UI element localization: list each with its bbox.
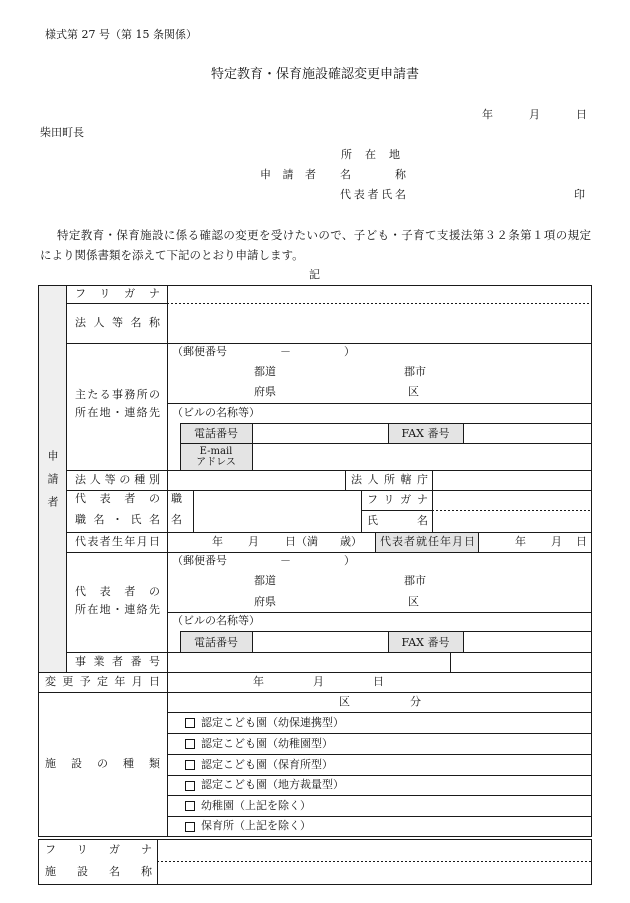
office-postal-dash: －: [280, 345, 291, 358]
office-fax-label: FAX 番号: [401, 427, 450, 440]
office-label-line2: 所在地・連絡先: [75, 406, 160, 419]
facility-type-checkbox[interactable]: [185, 822, 195, 832]
corp-type-label: 法人等の種別: [75, 473, 160, 486]
ki-heading: 記: [309, 268, 320, 281]
office-city-top: 郡市: [404, 365, 426, 378]
office-email-label: [180, 443, 252, 470]
applicant-name-label: 名称: [340, 168, 406, 181]
change-date-year-label: 年: [253, 675, 264, 688]
facility-type-checkbox[interactable]: [185, 781, 195, 791]
facility-type-option: 保育所（上記を除く）: [201, 819, 311, 832]
facility-type-option: 認定こども園（保育所型）: [201, 757, 333, 771]
addressee: 柴田町長: [40, 126, 84, 139]
appointment-day-label: 日: [576, 535, 587, 548]
body-text-line2: により関係書類を添えて下記のとおり申請します。: [40, 248, 304, 262]
rep-prefecture-bottom: 府県: [254, 595, 276, 608]
facility-type-checkbox[interactable]: [185, 760, 195, 770]
email-label-line1: E-mail: [199, 445, 233, 457]
business-number-field[interactable]: [168, 653, 450, 672]
corp-name-field[interactable]: [168, 304, 591, 343]
change-date-day-label: 日: [373, 675, 384, 688]
rep-furigana-field[interactable]: [433, 491, 591, 510]
appointment-year-label: 年: [515, 535, 526, 548]
representative-label-line1: 代表者の: [75, 492, 160, 505]
birth-date-label: 代表者生年月日: [75, 535, 160, 548]
applicant-group-label: 申請者: [260, 168, 316, 181]
appointment-month-label: 月: [551, 535, 562, 548]
facility-name-label: 施設名称: [45, 865, 152, 878]
rep-prefecture-top: 都道: [254, 574, 276, 587]
rep-fax-field[interactable]: [464, 632, 591, 652]
birth-month-label: 月: [248, 535, 259, 548]
office-phone-label: 電話番号: [194, 427, 238, 440]
seal-mark: 印: [574, 188, 585, 201]
office-phone-field[interactable]: [253, 424, 388, 443]
rep-address-label-line2: 所在地・連絡先: [75, 603, 160, 616]
office-fax-field[interactable]: [464, 424, 591, 443]
rep-name-label: 氏名: [367, 514, 428, 527]
rep-phone-field[interactable]: [253, 632, 388, 652]
rep-city-top: 郡市: [404, 574, 426, 587]
facility-type-option: 幼稚園（上記を除く）: [201, 798, 311, 812]
rep-postal-close: ）: [344, 554, 355, 567]
facility-type-option: 認定こども園（幼稚園型）: [201, 736, 333, 750]
rep-address-label-line1: 代表者の: [75, 585, 160, 598]
rep-title-char1: 職: [171, 492, 182, 505]
applicant-section-text: 申請者: [46, 450, 59, 519]
rep-phone-label: 電話番号: [194, 635, 238, 649]
facility-type-label: 施設の種類: [45, 757, 160, 770]
business-number-label: 事業者番号: [75, 655, 160, 668]
office-prefecture-top: 都道: [254, 365, 276, 378]
change-date-label: 変更予定年月日: [45, 675, 160, 688]
email-label-line2: アドレス: [196, 456, 236, 468]
office-city-bottom: 区: [408, 385, 419, 398]
furigana-label: フリガナ: [75, 287, 160, 300]
facility-type-option: 認定こども園（幼保連携型）: [201, 715, 344, 729]
facility-furigana-label: フリガナ: [45, 843, 152, 856]
rep-title-char2: 名: [171, 513, 182, 526]
facility-type-option: 認定こども園（地方裁量型）: [201, 778, 344, 791]
applicant-section-label: [38, 285, 66, 672]
rep-postal-dash: －: [280, 554, 291, 567]
authority-field[interactable]: [433, 471, 591, 490]
office-prefecture-bottom: 府県: [254, 385, 276, 398]
page-title: 特定教育・保育施設確認変更申請書: [210, 67, 419, 82]
office-postal-open: （郵便番号: [172, 345, 227, 358]
facility-type-checkbox[interactable]: [185, 801, 195, 811]
change-date-month-label: 月: [313, 675, 324, 688]
body-text-line1: 特定教育・保育施設に係る確認の変更を受けたいので、子ども・子育て支援法第３２条第１項の規定: [57, 228, 591, 242]
date-month-label: 月: [529, 108, 540, 121]
facility-furigana-field[interactable]: [158, 840, 591, 861]
rep-furigana-label: フリガナ: [367, 493, 428, 506]
facility-name-field[interactable]: [158, 862, 591, 884]
rep-building-label: （ビルの名称等）: [172, 614, 260, 627]
facility-type-checkbox[interactable]: [185, 739, 195, 749]
birth-day-age-label: 日（満: [285, 535, 318, 548]
office-label-line1: 主たる事務所の: [75, 388, 160, 401]
date-year-label: 年: [482, 108, 493, 121]
applicant-address-label: 所在地: [341, 148, 400, 161]
rep-name-field[interactable]: [433, 511, 591, 532]
date-day-label: 日: [576, 108, 587, 121]
rep-city-bottom: 区: [408, 595, 419, 608]
corp-name-label: 法人等名称: [75, 316, 160, 329]
applicant-representative-label: 代表者氏名: [340, 188, 406, 201]
rep-postal-open: （郵便番号: [172, 554, 227, 567]
birth-age-close-label: 歳）: [340, 535, 362, 548]
facility-type-checkbox[interactable]: [185, 718, 195, 728]
office-postal-close: ）: [344, 345, 355, 358]
office-building-label: （ビルの名称等）: [172, 406, 260, 419]
furigana-field[interactable]: [168, 286, 591, 303]
rep-title-field[interactable]: [194, 491, 361, 532]
birth-year-label: 年: [212, 535, 223, 548]
appointment-date-label: 代表者就任年月日: [380, 535, 475, 548]
rep-fax-label: FAX 番号: [401, 635, 450, 649]
representative-label-line2: 職名・氏名: [75, 513, 160, 526]
authority-label: 法人所轄庁: [351, 473, 428, 486]
form-number: 様式第 27 号（第 15 条関係）: [45, 28, 197, 41]
office-email-field[interactable]: [253, 444, 591, 470]
facility-type-header: 区分: [339, 695, 421, 708]
corp-type-field[interactable]: [168, 471, 345, 490]
